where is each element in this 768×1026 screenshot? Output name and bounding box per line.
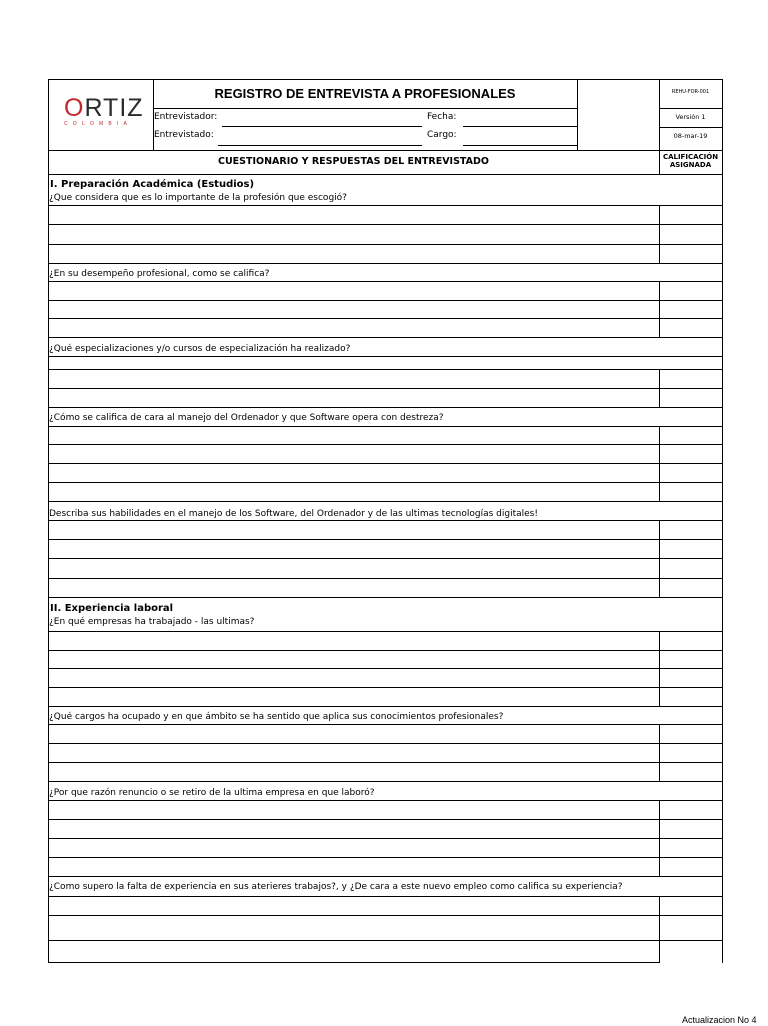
answer-line <box>48 819 722 820</box>
answer-line <box>48 800 722 801</box>
answer-line <box>48 781 722 782</box>
answer-line <box>48 650 722 651</box>
rating-cell-divider <box>659 631 660 706</box>
answer-line <box>48 205 722 206</box>
answer-line <box>48 743 722 744</box>
answer-line <box>48 501 722 502</box>
form-code: REHU-FOR-001 <box>671 89 710 95</box>
answer-line <box>48 369 722 370</box>
logo-word: RTIZ <box>84 94 144 122</box>
answer-line <box>48 539 722 540</box>
rating-header-line1: CALIFICACIÓN <box>662 153 719 161</box>
answer-line <box>48 300 722 301</box>
question-text: ¿Como supero la falta de experiencia en sus aterieres trabajos?, y ¿De cara a este nuevo empleo como califica su experiencia? <box>49 882 623 892</box>
answer-line <box>48 896 722 897</box>
answer-line <box>48 838 722 839</box>
question-text: ¿Que considera que es lo importante de la profesión que escogió? <box>49 193 347 203</box>
answer-line <box>48 356 722 357</box>
date-label: Fecha: <box>427 112 457 122</box>
interviewer-label: Entrevistador: <box>154 112 218 122</box>
question-text: ¿En su desempeño profesional, como se califica? <box>49 269 270 279</box>
rating-cell-divider <box>659 800 660 876</box>
answer-line <box>48 915 722 916</box>
answer-line <box>48 940 722 941</box>
answer-line <box>48 724 722 725</box>
answer-line <box>48 244 722 245</box>
form-version: Versión 1 <box>675 113 706 121</box>
rating-cell-divider <box>659 369 660 407</box>
form-date: 08-mar-19 <box>673 132 708 140</box>
answer-line <box>48 962 659 963</box>
answer-line <box>48 520 722 521</box>
question-text: ¿Qué cargos ha ocupado y en que ámbito se ha sentido que aplica sus conocimientos profesionales? <box>49 712 504 722</box>
answer-line <box>48 668 722 669</box>
answer-line <box>48 857 722 858</box>
answer-line <box>48 631 722 632</box>
answer-line <box>48 337 722 338</box>
logo-letter-o: O <box>64 94 85 122</box>
question-text: ¿En qué empresas ha trabajado - las ultimas? <box>49 617 255 627</box>
rating-cell-divider <box>659 205 660 263</box>
answer-line <box>48 762 722 763</box>
answer-line <box>48 263 722 264</box>
answer-line <box>48 407 722 408</box>
rating-header-line2: ASIGNADA <box>669 161 712 169</box>
answer-line <box>48 281 722 282</box>
footer-update-note: Actualizacion No 4 <box>682 1015 757 1025</box>
answer-line <box>48 426 722 427</box>
questionnaire-title: CUESTIONARIO Y RESPUESTAS DEL ENTREVISTADO <box>218 156 489 167</box>
rating-cell-divider <box>659 724 660 781</box>
rating-cell-divider <box>659 520 660 597</box>
answer-line <box>48 224 722 225</box>
section-experience: II. Experiencia laboral <box>50 603 174 614</box>
rating-header <box>659 153 722 169</box>
rating-cell-divider <box>659 426 660 501</box>
question-text: ¿Por que razón renuncio o se retiro de la ultima empresa en que laboró? <box>49 788 375 798</box>
question-text: ¿Qué especializaciones y/o cursos de especialización ha realizado? <box>49 344 351 354</box>
question-text: ¿Cómo se califica de cara al manejo del Ordenador y que Software opera con destreza? <box>49 413 444 423</box>
rating-cell-divider <box>659 281 660 337</box>
answer-line <box>48 597 722 598</box>
form-title: REGISTRO DE ENTREVISTA A PROFESIONALES <box>214 86 516 101</box>
company-logo <box>64 95 144 127</box>
question-text: Describa sus habilidades en el manejo de los Software, del Ordenador y de las ultimas tecnologías digitales! <box>49 509 538 519</box>
interviewee-label: Entrevistado: <box>154 130 214 140</box>
answer-line <box>48 388 722 389</box>
answer-line <box>48 444 722 445</box>
logo-subtitle: COLOMBIA <box>64 121 132 127</box>
answer-line <box>48 876 722 877</box>
answer-line <box>48 578 722 579</box>
rating-cell-divider <box>659 896 660 963</box>
answer-line <box>48 463 722 464</box>
answer-line <box>48 706 722 707</box>
answer-line <box>48 482 722 483</box>
answer-line <box>48 318 722 319</box>
section-academic: I. Preparación Académica (Estudios) <box>50 179 255 190</box>
position-label: Cargo: <box>427 130 457 140</box>
answer-line <box>48 558 722 559</box>
answer-line <box>48 687 722 688</box>
